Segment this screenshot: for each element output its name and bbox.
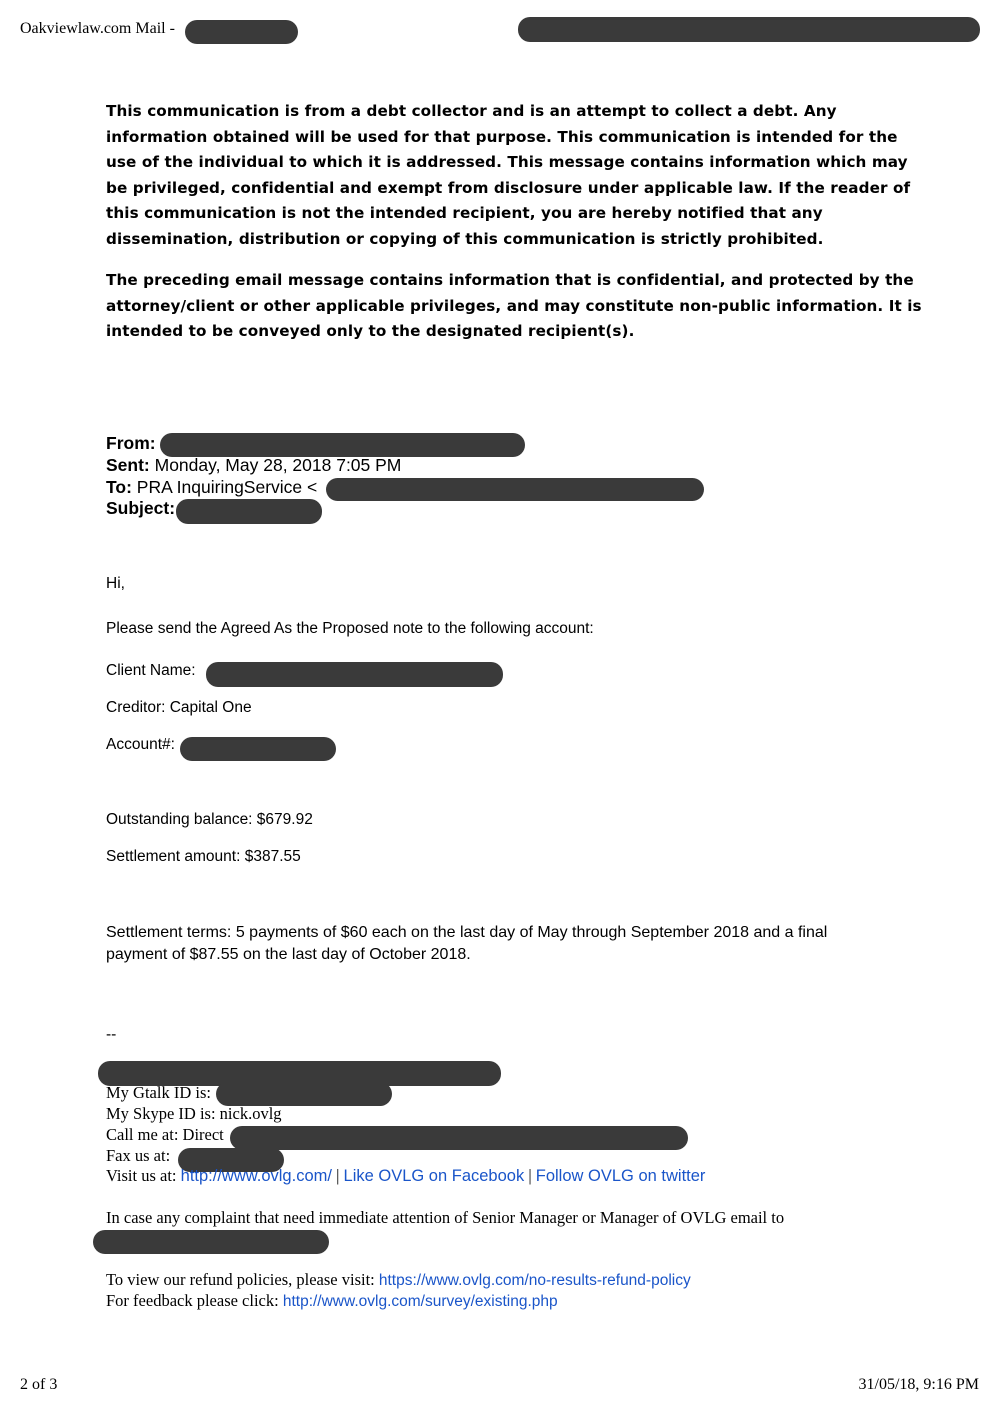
feedback-row — [106, 1291, 558, 1311]
disclaimer-line: dissemination, distribution or copying of this communication is strictly prohibited. — [106, 229, 824, 248]
feedback-link[interactable]: http://www.ovlg.com/survey/existing.php — [282, 1293, 558, 1310]
separator: | — [331, 1166, 344, 1185]
to-value: PRA InquiringService < — [136, 477, 318, 497]
print-header-title: Oakviewlaw.com Mail - — [20, 20, 175, 37]
redacted-phone — [230, 1126, 688, 1150]
separator: | — [524, 1166, 536, 1185]
disclaimer-line: intended to be conveyed only to the designated recipient(s). — [106, 322, 635, 340]
settlement-terms-line-1: Settlement terms: 5 payments of $60 each on the last day of May through September 2018 and a final — [106, 924, 828, 941]
from-label: From: — [106, 433, 156, 453]
skype-id: My Skype ID is: nick.ovlg — [106, 1104, 282, 1123]
disclaimer-paragraph-1 — [106, 99, 910, 252]
refund-label: To view our refund policies, please visit: — [106, 1270, 375, 1289]
to-row — [106, 477, 317, 498]
redacted-from — [160, 433, 525, 457]
disclaimer-line: use of the individual to which it is addressed. This message contains information which may — [106, 153, 908, 171]
facebook-link[interactable]: Like OVLG on Facebook — [343, 1167, 525, 1185]
creditor: Creditor: Capital One — [106, 699, 252, 716]
redacted-header-right — [518, 17, 980, 42]
signature-separator: -- — [106, 1026, 117, 1043]
to-label: To: — [106, 477, 132, 497]
sent-value: Monday, May 28, 2018 7:05 PM — [154, 455, 402, 475]
disclaimer-line: this communication is not the intended recipient, you are hereby notified that any — [106, 204, 823, 222]
disclaimer-line: information obtained will be used for that purpose. This communication is intended for the — [106, 127, 898, 146]
website-link[interactable]: http://www.ovlg.com/ — [180, 1167, 332, 1185]
subject-row — [106, 498, 175, 519]
redacted-to-address — [326, 478, 704, 501]
subject-label: Subject: — [106, 498, 176, 518]
disclaimer-line: be privileged, confidential and exempt from disclosure under applicable law. If the reader of — [106, 178, 911, 197]
redacted-subject-header — [185, 20, 298, 44]
client-name-label: Client Name: — [106, 662, 196, 679]
outstanding-balance: Outstanding balance: $679.92 — [106, 811, 313, 828]
page-number: 2 of 3 — [20, 1376, 58, 1393]
account-label: Account#: — [106, 736, 175, 753]
complaint-text: In case any complaint that need immediate attention of Senior Manager or Manager of OVLG email to — [106, 1208, 785, 1227]
fax-label: Fax us at: — [106, 1146, 171, 1165]
disclaimer-paragraph-2 — [106, 268, 922, 345]
visit-row — [106, 1166, 705, 1186]
feedback-label: For feedback please click: — [106, 1291, 279, 1310]
redacted-subject — [176, 499, 322, 524]
sent-row — [106, 455, 401, 476]
redacted-client-name — [206, 662, 503, 687]
settlement-amount: Settlement amount: $387.55 — [106, 848, 301, 865]
print-datetime: 31/05/18, 9:16 PM — [858, 1376, 979, 1393]
settlement-terms-line-2: payment of $87.55 on the last day of October 2018. — [106, 946, 471, 963]
redacted-complaint-email — [93, 1230, 329, 1254]
redacted-account-number — [180, 737, 336, 761]
disclaimer-line: attorney/client or other applicable privileges, and may constitute non-public information. It is — [106, 296, 922, 315]
intro-text: Please send the Agreed As the Proposed note to the following account: — [106, 620, 594, 637]
refund-row — [106, 1270, 691, 1290]
disclaimer-line: This communication is from a debt collector and is an attempt to collect a debt. Any — [106, 102, 837, 120]
disclaimer-line: The preceding email message contains information that is confidential, and protected by the — [106, 271, 914, 289]
call-label: Call me at: Direct — [106, 1125, 224, 1144]
redacted-gtalk-id — [216, 1082, 392, 1106]
from-row — [106, 433, 156, 454]
twitter-link[interactable]: Follow OVLG on twitter — [535, 1167, 706, 1185]
greeting: Hi, — [106, 575, 125, 592]
sent-label: Sent: — [106, 455, 150, 475]
visit-label: Visit us at: — [106, 1166, 177, 1185]
refund-policy-link[interactable]: https://www.ovlg.com/no-results-refund-policy — [378, 1272, 691, 1289]
gtalk-label: My Gtalk ID is: — [106, 1083, 211, 1102]
